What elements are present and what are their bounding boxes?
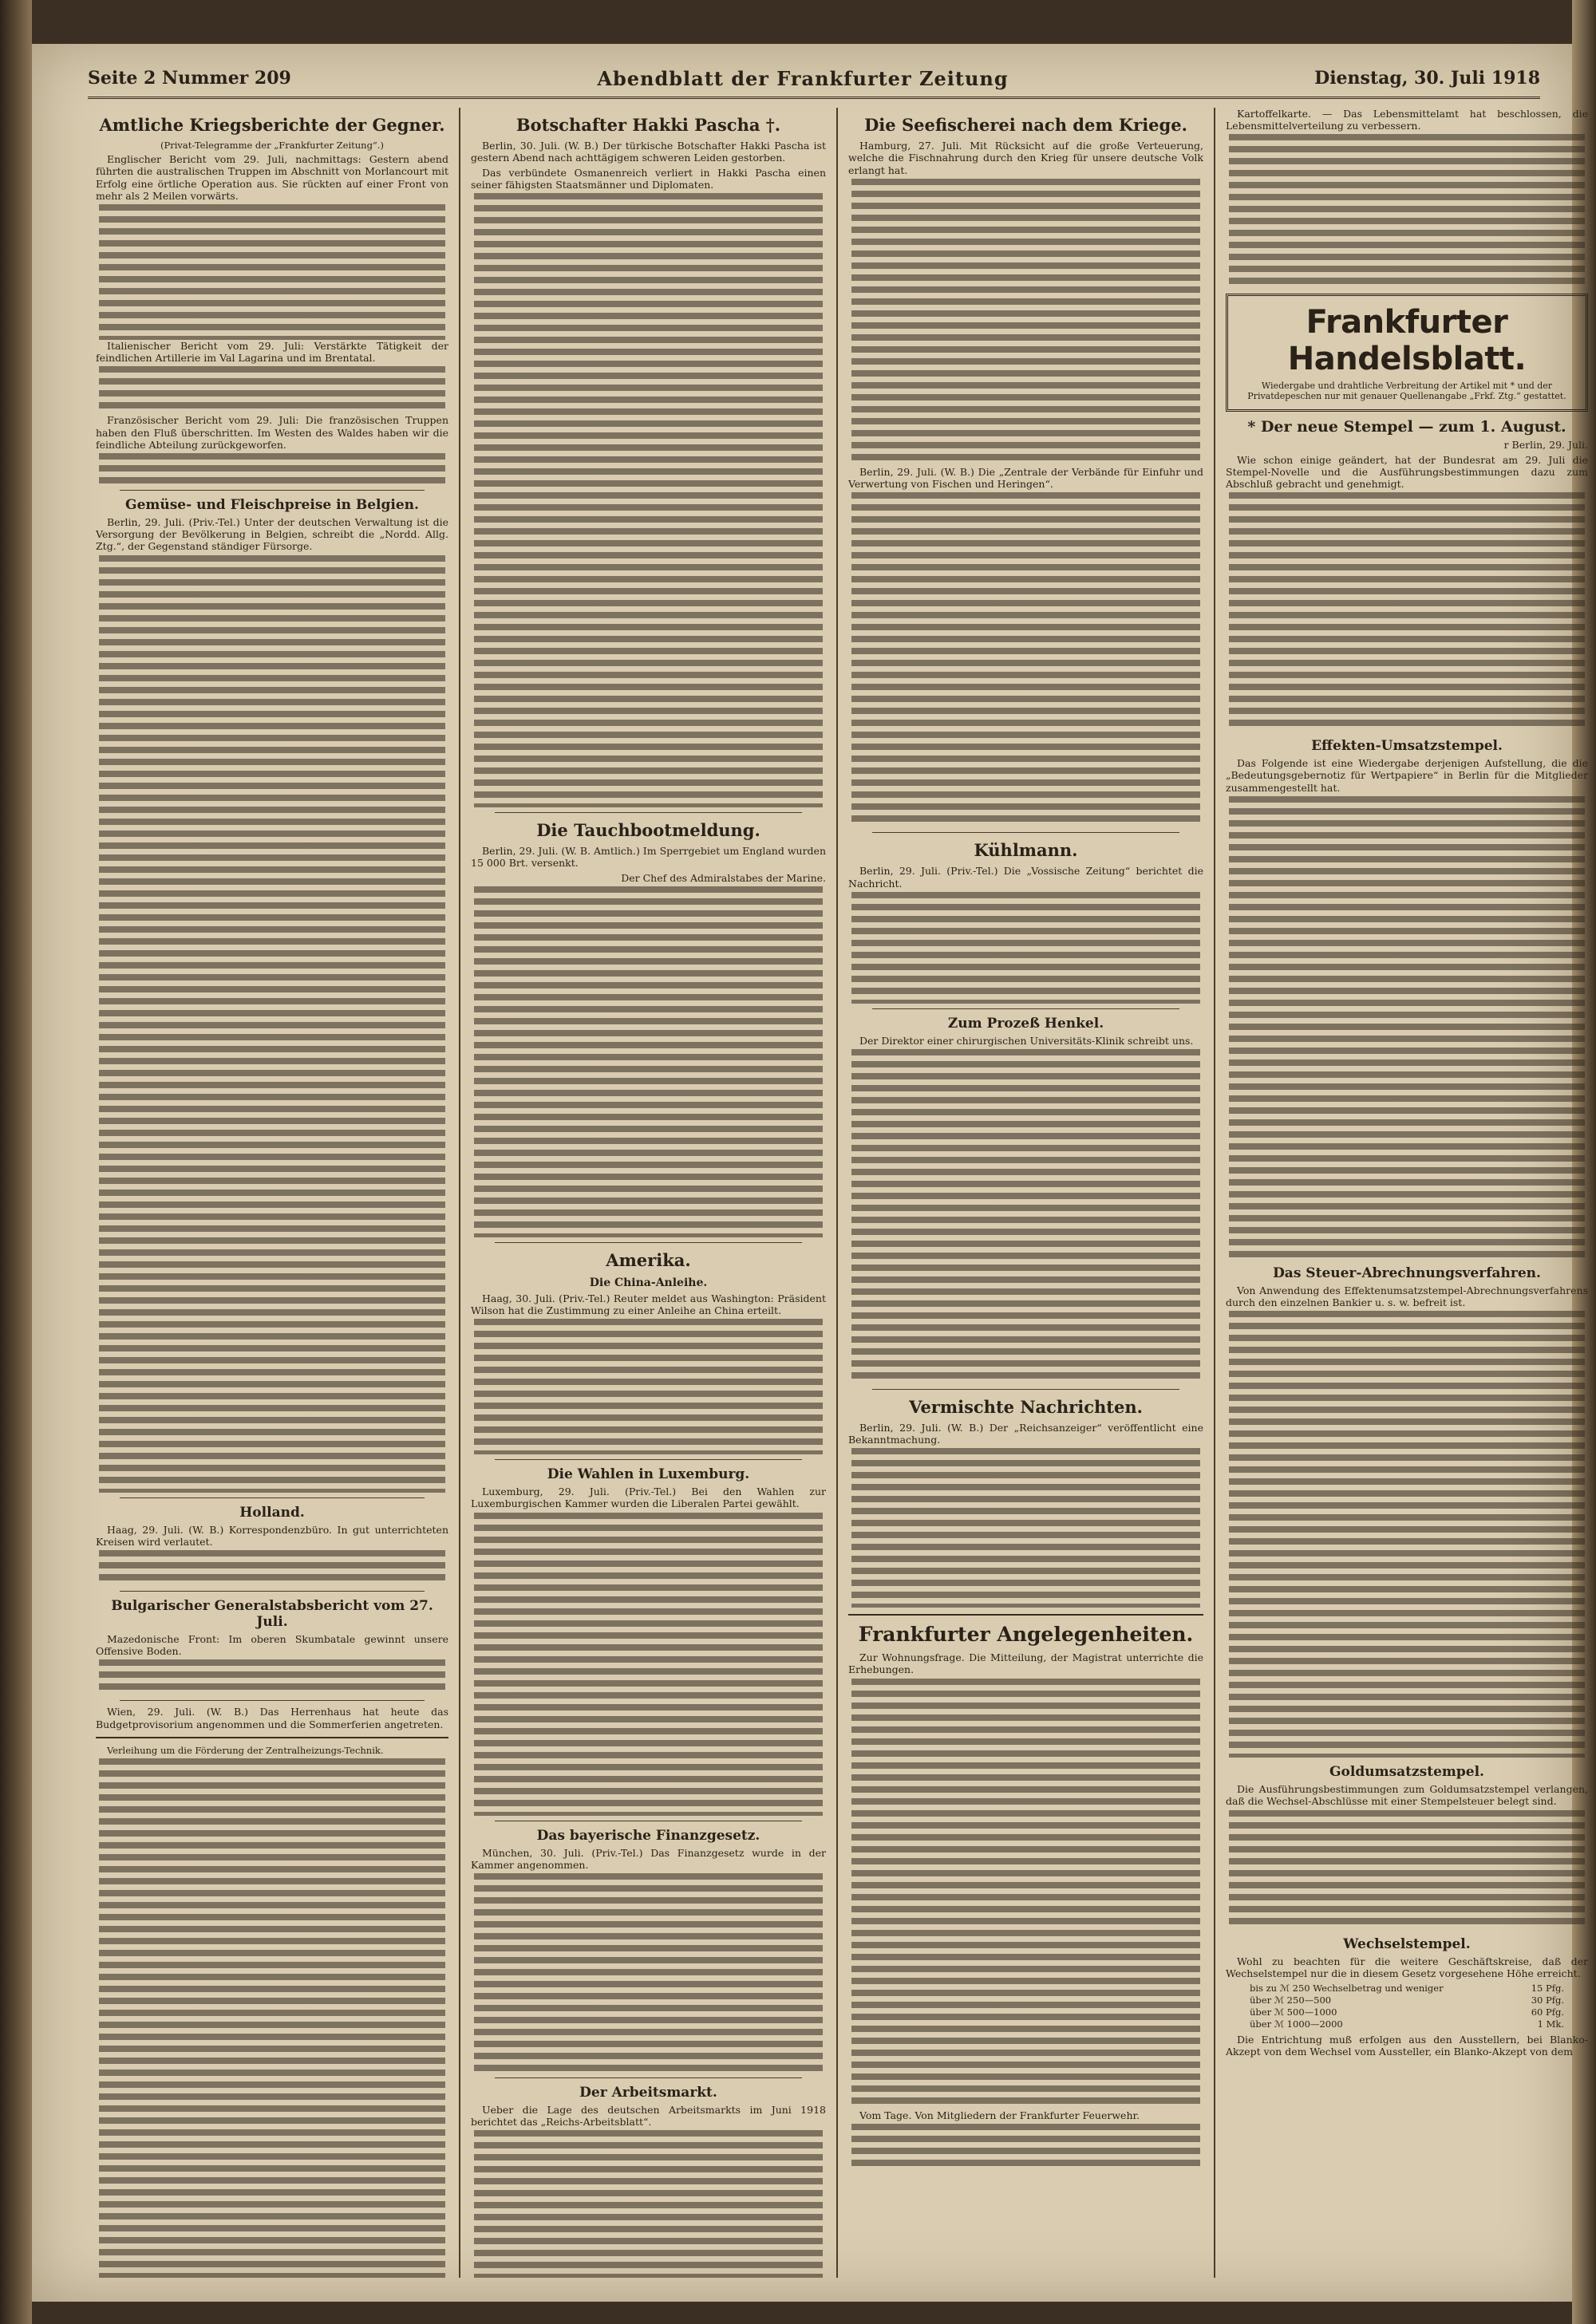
article-text: Wohl zu beachten für die weitere Geschäftskreise, daß der Wechselstempel nur die in diesem Gesetz vorgesehene Höhe erreicht. bbox=[1226, 1955, 1588, 1979]
article-text: Wie schon einige geändert, hat der Bundesrat am 29. Juli die Stempel-Novelle und die Ausführungsbestimmungen dazu zum Abschluß gebracht und genehmigt. bbox=[1226, 453, 1588, 491]
columns bbox=[88, 108, 1588, 2278]
newspaper-title: Abendblatt der Frankfurter Zeitung bbox=[597, 66, 1009, 90]
column-rule bbox=[1214, 108, 1215, 2278]
headline: * Der neue Stempel — zum 1. August. bbox=[1247, 418, 1566, 436]
body-text-block bbox=[851, 1049, 1200, 1384]
article-text: Mazedonische Front: Im oberen Skumbatale gewinnt unsere Offensive Boden. bbox=[96, 1632, 448, 1658]
headline: Das bayerische Finanzgesetz. bbox=[536, 1827, 760, 1844]
body-text-block bbox=[1229, 492, 1585, 732]
article-text: Französischer Bericht vom 29. Juli: Die französischen Truppen haben den Fluß überschritten. Im Westen des Waldes haben wir die feindliche Abteilung zurückgeworfen. bbox=[96, 414, 448, 451]
headline: Goldumsatzstempel. bbox=[1329, 1764, 1484, 1781]
body-text-block bbox=[851, 1448, 1200, 1608]
divider bbox=[872, 1008, 1179, 1009]
body-text-block bbox=[99, 1758, 445, 2278]
article-text: Englischer Bericht vom 29. Juli, nachmittags: Gestern abend führten die australischen Truppen im Abschnitt von Morlancourt mit Erfolg eine örtliche Operation aus. Sie rückten auf einer Front von mehr als 2 Meilen vorwärts. bbox=[96, 153, 448, 202]
body-text-block bbox=[851, 892, 1200, 1004]
subheadline: Die China-Anleihe. bbox=[589, 1276, 708, 1289]
byline: (Privat-Telegramme der „Frankfurter Zeitung“.) bbox=[160, 140, 384, 152]
section-note: Wiedergabe und drahtliche Verbreitung der Artikel mit * und der Privatdepeschen nur mit genauer Quellenangabe „Frkf. Ztg.“ gestattet. bbox=[1247, 381, 1566, 402]
article-text: Die Ausführungsbestimmungen zum Goldumsatzstempel verlangen, daß die Wechsel-Abschlüsse mit einer Stempelsteuer belegt sind. bbox=[1226, 1783, 1588, 1808]
body-text-block bbox=[474, 193, 823, 807]
headline: Amtliche Kriegsberichte der Gegner. bbox=[99, 115, 445, 135]
article-text: Berlin, 29. Juli. (W. B.) Der „Reichsanzeiger“ veröffentlicht eine Bekanntmachung. bbox=[848, 1422, 1203, 1446]
column-3 bbox=[840, 108, 1211, 2278]
body-text-block bbox=[99, 1659, 445, 1695]
table-row: über ℳ 250—500 30 Pfg. bbox=[1250, 1995, 1564, 2006]
headline: Die Wahlen in Luxemburg. bbox=[547, 1466, 750, 1483]
article-text: Luxemburg, 29. Juli. (Priv.-Tel.) Bei den Wahlen zur Luxemburgischen Kammer wurden die Liberalen Partei gewählt. bbox=[471, 1486, 826, 1510]
table-row: über ℳ 1000—2000 1 Mk. bbox=[1250, 2018, 1564, 2030]
issue-date: Dienstag, 30. Juli 1918 bbox=[1314, 68, 1540, 89]
article-text: Vom Tage. Von Mitgliedern der Frankfurter Feuerwehr. bbox=[859, 2109, 1140, 2121]
article-text: Hamburg, 27. Juli. Mit Rücksicht auf die große Verteuerung, welche die Fischnahrung durch den Krieg für unsere deutsche Volk erlangt hat. bbox=[848, 140, 1203, 176]
body-text-block bbox=[1229, 796, 1585, 1259]
headline: Zum Prozeß Henkel. bbox=[947, 1015, 1104, 1032]
article-text: Verleihung um die Förderung der Zentralheizungs-Technik. bbox=[107, 1744, 384, 1756]
signature-line: Der Chef des Admiralstabes der Marine. bbox=[621, 871, 826, 884]
divider bbox=[96, 1737, 448, 1738]
body-text-block bbox=[99, 366, 445, 414]
body-text-block bbox=[99, 555, 445, 1493]
divider bbox=[495, 2077, 802, 2078]
body-text-block bbox=[851, 179, 1200, 466]
body-text-block bbox=[474, 2130, 823, 2278]
divider bbox=[495, 1242, 802, 1243]
divider bbox=[120, 1497, 425, 1498]
column-2 bbox=[463, 108, 834, 2278]
headline: Das Steuer-Abrechnungsverfahren. bbox=[1273, 1265, 1541, 1281]
masthead bbox=[88, 60, 1540, 99]
article-text: Berlin, 29. Juli. (Priv.-Tel.) Die „Vossische Zeitung“ berichtet die Nachricht. bbox=[848, 865, 1203, 890]
body-text-block bbox=[474, 886, 823, 1237]
body-text-block bbox=[851, 2124, 1200, 2172]
column-rule bbox=[459, 108, 460, 2278]
column-1 bbox=[88, 108, 456, 2278]
article-text: München, 30. Juli. (Priv.-Tel.) Das Finanzgesetz wurde in der Kammer angenommen. bbox=[471, 1846, 826, 1871]
article-text: Zur Wohnungsfrage. Die Mitteilung, der Magistrat unterrichte die Erhebungen. bbox=[848, 1651, 1203, 1676]
headline: Holland. bbox=[239, 1504, 305, 1521]
article-text: Das verbündete Osmanenreich verliert in Hakki Pascha einen seiner fähigsten Staatsmänner und Diplomaten. bbox=[471, 166, 826, 191]
divider bbox=[872, 1389, 1179, 1390]
divider bbox=[495, 1459, 802, 1460]
body-text-block bbox=[1229, 1810, 1585, 1930]
headline: Vermischte Nachrichten. bbox=[909, 1396, 1143, 1417]
book-binding bbox=[0, 0, 32, 2324]
article-text: Das Folgende ist eine Wiedergabe derjenigen Aufstellung, die die „Bedeutungsgebernotiz für Wertpapiere“ in Berlin für die Mitglieder zusammengestellt hat. bbox=[1226, 757, 1588, 794]
dateline: r Berlin, 29. Juli. bbox=[1503, 439, 1588, 452]
headline: Die Seefischerei nach dem Kriege. bbox=[864, 115, 1187, 135]
divider bbox=[848, 1614, 1203, 1616]
headline: Die Tauchbootmeldung. bbox=[536, 819, 760, 840]
article-text: Die Entrichtung muß erfolgen aus den Ausstellern, bei Blanko-Akzept von dem Wechsel vom Aussteller, ein Blanko-Akzept von dem bbox=[1226, 2034, 1588, 2058]
headline: Gemüse- und Fleischpreise in Belgien. bbox=[125, 496, 419, 513]
page-number: Seite 2 Nummer 209 bbox=[88, 68, 291, 89]
section-banner bbox=[1226, 294, 1588, 412]
article-text: Ueber die Lage des deutschen Arbeitsmarkts im Juni 1918 berichtet das „Reichs-Arbeitsblatt“. bbox=[471, 2104, 826, 2129]
body-text-block bbox=[99, 1550, 445, 1586]
column-rule bbox=[836, 108, 838, 2278]
article-text: Berlin, 30. Juli. (W. B.) Der türkische Botschafter Hakki Pascha ist gestern Abend nach achttägigem schweren Leiden gestorben. bbox=[471, 140, 826, 164]
headline: Botschafter Hakki Pascha †. bbox=[516, 115, 781, 135]
body-text-block bbox=[99, 453, 445, 485]
divider bbox=[495, 812, 802, 813]
headline: Amerika. bbox=[606, 1249, 691, 1270]
stamp-rate-table bbox=[1250, 1983, 1564, 2030]
column-4 bbox=[1218, 108, 1596, 2278]
newspaper-page bbox=[32, 44, 1588, 2302]
headline: Der Arbeitsmarkt. bbox=[579, 2085, 717, 2101]
article-text: Wien, 29. Juli. (W. B.) Das Herrenhaus hat heute das Budgetprovisorium angenommen und die Sommerferien angetreten. bbox=[96, 1706, 448, 1730]
table-row: über ℳ 500—1000 60 Pfg. bbox=[1250, 2006, 1564, 2018]
headline: Wechselstempel. bbox=[1343, 1935, 1471, 1952]
body-text-block bbox=[474, 1513, 823, 1816]
article-text: Der Direktor einer chirurgischen Universitäts-Klinik schreibt uns. bbox=[859, 1034, 1194, 1047]
table-row: bis zu ℳ 250 Wechselbetrag und weniger 15 Pfg. bbox=[1250, 1983, 1564, 1995]
article-text: Italienischer Bericht vom 29. Juli: Verstärkte Tätigkeit der feindlichen Artillerie im Val Lagarina und im Brentatal. bbox=[96, 339, 448, 365]
divider bbox=[872, 832, 1179, 833]
body-text-block bbox=[99, 204, 445, 340]
article-text: Haag, 29. Juli. (W. B.) Korrespondenzbüro. In gut unterrichteten Kreisen wird verlautet. bbox=[96, 1523, 448, 1548]
section-title: Frankfurter Handelsblatt. bbox=[1287, 304, 1527, 378]
body-text-block bbox=[474, 1319, 823, 1454]
divider bbox=[120, 1700, 425, 1701]
article-text: Berlin, 29. Juli. (W. B.) Die „Zentrale der Verbände für Einfuhr und Verwertung von Fischen und Heringen“. bbox=[848, 465, 1203, 490]
headline: Bulgarischer Generalstabsbericht vom 27. Juli. bbox=[111, 1597, 433, 1630]
headline: Effekten-Umsatzstempel. bbox=[1311, 738, 1503, 755]
body-text-block bbox=[1229, 1311, 1585, 1758]
body-text-block bbox=[851, 1679, 1200, 2109]
body-text-block bbox=[474, 1873, 823, 2073]
article-text: Berlin, 29. Juli. (Priv.-Tel.) Unter der deutschen Verwaltung ist die Versorgung der Bevölkerung in Belgien, schreibt die „Nordd. Allg. Ztg.“, der Gegenstand ständiger Fürsorge. bbox=[96, 515, 448, 553]
headline: Kühlmann. bbox=[974, 840, 1078, 861]
article-text: Kartoffelkarte. — Das Lebensmittelamt hat beschlossen, die Lebensmittelverteilung zu verbessern. bbox=[1226, 108, 1588, 132]
headline: Frankfurter Angelegenheiten. bbox=[858, 1623, 1194, 1647]
divider bbox=[120, 490, 425, 491]
article-text: Haag, 30. Juli. (Priv.-Tel.) Reuter meldet aus Washington: Präsident Wilson hat die Zustimmung zu einer Anleihe an China erteilt. bbox=[471, 1292, 826, 1317]
body-text-block bbox=[1229, 134, 1585, 286]
article-text: Von Anwendung des Effektenumsatzstempel-Abrechnungsverfahrens durch den einzelnen Bankier u. s. w. befreit ist. bbox=[1226, 1284, 1588, 1309]
article-text: Berlin, 29. Juli. (W. B. Amtlich.) Im Sperrgebiet um England wurden 15 000 Brt. versenkt. bbox=[471, 845, 826, 870]
body-text-block bbox=[851, 492, 1200, 827]
divider bbox=[120, 1591, 425, 1592]
